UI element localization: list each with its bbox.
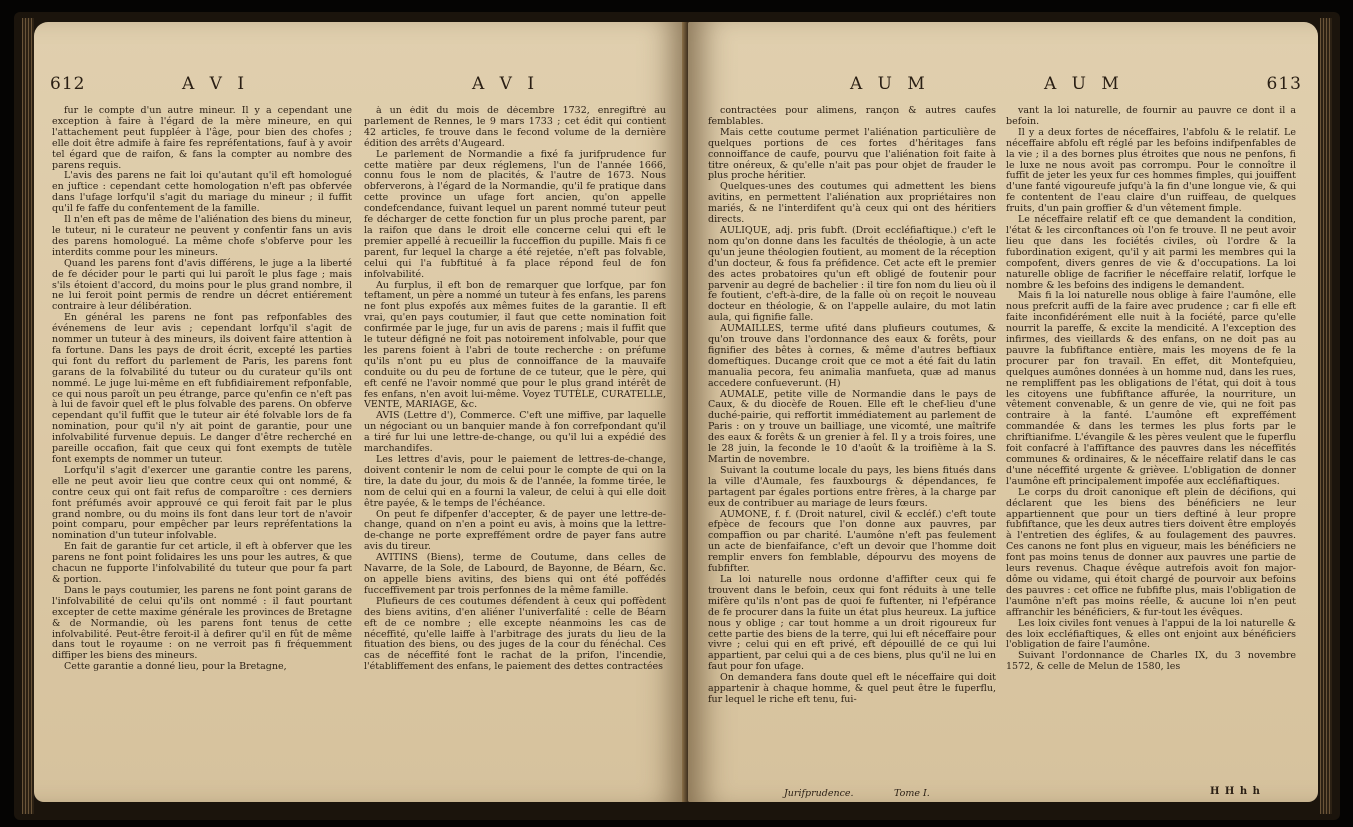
paragraph: Dans le pays coutumier, les parens ne font point garans de l'infolvabilité de celui qu'ils ont nommé : il faut pourtant excepter de cette maxime générale les provinces de Bretagne & de Normandie, où les parens font tenus de cette infolvabilité. Peut-être feroit-il à defirer qu'il en fût de même dans tout le royaume : on ne verroit pas fi fréquemment diffiper les biens des mineurs. bbox=[52, 584, 352, 662]
paragraph: On peut fe difpenfer d'accepter, & de payer une lettre-de-change, quand on n'en a point eu avis, à moins que la lettre-de-change ne porte expreffément ordre de payer fans autre avis du tireur. bbox=[364, 508, 666, 553]
paragraph: Le corps du droit canonique eft plein de décifions, qui déclarent que les biens des bénéficiers ne leur appartiennent que pour un tiers deftiné à leur propre fubfiftance, que les deux autres tiers doivent être employés à l'entretien des églifes, & au foulagement des pauvres. Ces canons ne font plus en vigueur, mais les bénéficiers ne font pas moins tenus de donner aux pauvres une partie de leurs revenus. Chaque évêque autrefois avoit fon major-dôme ou vidame, qui étoit chargé de pourvoir aux befoins des pauvres : cet office ne fubfifte plus, mais l'obligation de l'aumône n'eft pas moins réelle, & aucune loi n'en peut affranchir les bénéficiers, & fur-tout les évêques. bbox=[1006, 486, 1296, 618]
paragraph: En fait de garantie fur cet article, il eft à obferver que les parens ne font point folidaires les uns pour les autres, & que chacun ne fupporte l'infolvabilité du tuteur que pour fa part & portion. bbox=[52, 541, 352, 585]
right-page bbox=[688, 22, 1318, 802]
paragraph: Il n'en eft pas de même de l'aliénation des biens du mineur, le tuteur, ni le curateur ne peuvent y confentir fans un avis des parens homologué. La même chofe s'obferve pour les interdits comme pour les mineurs. bbox=[52, 214, 352, 258]
paragraph: à un édit du mois de décembre 1732, enregiftré au parlement de Rennes, le 9 mars 1733 ; cet édit qui contient 42 articles, fe trouve dans le fecond volume de la dernière édition des arrêts d'Augeard. bbox=[364, 106, 666, 149]
paragraph: On demandera fans doute quel eft le néceffaire qui doit appartenir à chaque homme, & quel peut être le fuperflu, fur lequel le riche eft tenu, fui- bbox=[708, 672, 996, 705]
paragraph: Lorfqu'il s'agit d'exercer une garantie contre les parens, elle ne peut avoir lieu que contre ceux qui ont nommé, & contre ceux qui ont fait refus de comparoître : ces derniers font préfumés avoir approuvé ce qui feroit fait par le plus grand nombre, ou du moins ils font dans leur tort de n'avoir point comparu, pour empêcher par leurs repréfentations la nomination d'un tuteur infolvable. bbox=[52, 464, 352, 542]
page-edges-left bbox=[22, 18, 34, 814]
left-running-head bbox=[34, 74, 686, 100]
left-column-1 bbox=[52, 106, 352, 786]
paragraph: Il y a deux fortes de néceffaires, l'abfolu & le relatif. Le néceffaire abfolu eft réglé par les befoins indifpenfables de la vie ; il a des bornes plus étroites que nous ne penfons, fi le luxe ne nous avoit pas corrompu. Pour le connoître il fuffit de jeter les yeux fur ces hommes fimples, qui jouiffent d'une fanté vigoureufe jufqu'à la fin d'une longue vie, & qui fe contentent de l'eau claire d'un ruiffeau, de quelques fruits, d'un pain groffier & d'un vêtement fimple. bbox=[1006, 126, 1296, 215]
left-page bbox=[34, 22, 686, 802]
right-header-word-2: A U M bbox=[1044, 74, 1124, 94]
paragraph: Cette garantie a donné lieu, pour la Bretagne, bbox=[64, 661, 287, 673]
paragraph: Quelques-unes des coutumes qui admettent les biens avitins, en permettent l'aliénation aux propriétaires non mariés, & ne l'interdifent qu'à ceux qui ont des héritiers directs. bbox=[708, 181, 996, 226]
left-column-2 bbox=[364, 106, 666, 786]
paragraph: AUMALE, petite ville de Normandie dans le pays de Caux, & du diocèfe de Rouen. Elle eft le chef-lieu d'une duché-pairie, qui reffortit immédiatement au parlement de Paris : on y trouve un bailliage, une vicomté, une maîtrife des eaux & forêts & un grenier à fel. Il y a trois foires, une le 28 juin, la feconde le 10 d'août & la troifième à la S. Martin de novembre. bbox=[708, 388, 996, 465]
paragraph: AVIS (Lettre d'), Commerce. C'eft une miffive, par laquelle un négociant ou un banquier mande à fon correfpondant qu'il a tiré fur lui une lettre-de-change, ou qu'il lui a expédié des marchandifes. bbox=[364, 410, 666, 455]
paragraph: En général les parens ne font pas refponfables des événemens de leur avis ; cependant lorfqu'il s'agit de nommer un tuteur à des mineurs, ils doivent faire attention à fa fortune. Dans les pays de droit écrit, excepté les parties qui font du reffort du parlement de Paris, les parens font garans de la folvabilité du tuteur ou du curateur qu'ils ont nommé. Le juge lui-même en eft fubfidiairement refponfable, ce qui nous paroît un peu étrange, parce qu'enfin ce n'eft pas à lui de favoir quel eft le plus folvable des parens. On obferve cependant qu'il fuffit que le tuteur air été folvable lors de fa nomination, pour qu'il n'y ait point de garantie, pour une infolvabilité furvenue depuis. Le danger d'être recherché en pareille occafion, fait que ceux qui font exempts de tutèle font exempts de nommer un tuteur. bbox=[52, 312, 352, 465]
paragraph: AVITINS (Biens), terme de Coutume, dans celles de Navarre, de la Sole, de Labourd, de Bayonne, de Béarn, &c. on appelle biens avitins, des biens qui ont été poffédés fucceffivement par trois perfonnes de la même famille. bbox=[364, 552, 666, 596]
paragraph: vant la loi naturelle, de fournir au pauvre ce dont il a befoin. bbox=[1006, 106, 1296, 127]
right-page-number: 613 bbox=[1266, 74, 1302, 94]
signature-mark: H H h h bbox=[1210, 786, 1261, 797]
paragraph: Les loix civiles font venues à l'appui de la loi naturelle & des loix eccléfiaftiques, & elles ont enjoint aux bénéficiers l'obligation de faire l'aumône. bbox=[1006, 617, 1296, 651]
footer-jurisprudence: Jurifprudence. bbox=[784, 788, 854, 799]
paragraph: Mais cette coutume permet l'aliénation particulière de quelques portions de ces fortes d'héritages fans connoiffance de caufe, pourvu que l'aliénation foit faite à titre onéreux, & qu'elle n'ait pas pour objet de frauder le plus proche héritier. bbox=[708, 126, 996, 182]
left-header-word-2: A V I bbox=[472, 74, 540, 94]
right-running-head bbox=[688, 74, 1318, 100]
left-page-number: 612 bbox=[50, 74, 86, 94]
paragraph: AUMONE, f. f. (Droit naturel, civil & eccléf.) c'eft toute efpèce de fecours que l'on donne aux pauvres, par compaffion ou par charité. L'aumône n'eft pas feulement un acte de bienfaifance, c'eft un devoir que l'homme doit remplir envers fon femblable, dépourvu des moyens de fubfifter. bbox=[708, 508, 996, 575]
paragraph: Suivant l'ordonnance de Charles IX, du 3 novembre 1572, & celle de Melun de 1580, les bbox=[1006, 650, 1296, 673]
right-column-1 bbox=[708, 106, 996, 786]
left-header-word-1: A V I bbox=[182, 74, 250, 94]
paragraph: Les lettres d'avis, pour le paiement de lettres-de-change, doivent contenir le nom de celui pour le compte de qui on la tire, la date du jour, du mois & de l'année, la fomme tirée, le nom de celui qui en a fourni la valeur, de celui à qui elle doit être payée, & le temps de l'échéance. bbox=[364, 454, 666, 509]
paragraph: Plufieurs de ces coutumes défendent à ceux qui poffèdent des biens avitins, d'en aliéner l'univerfalité : celle de Béarn eft de ce nombre ; elle excepte néanmoins les cas de néceffité, qu'elle laiffe à l'arbitrage des jurats du lieu de la fituation des biens, ou des juges de la cour du fénéchal. Ces cas de néceffité font le rachat de la prifon, l'incendie, l'établiffement des enfans, le paiement des dettes contractées bbox=[364, 595, 666, 673]
paragraph: La loi naturelle nous ordonne d'affifter ceux qui fe trouvent dans le befoin, ceux qui font réduits à une telle mifère qu'ils n'ont pas de quoi fe fuftenter, ni l'efpérance de fe procurer dans la fuite un état plus heureux. La juftice nous y oblige ; car tout homme a un droit rigoureux fur cette partie des biens de la terre, qui lui eft néceffaire pour vivre ; celui qui en eft privé, eft dépouillé de ce qui lui appartient, par celui qui a de ces biens, plus qu'il ne lui en faut pour fon ufage. bbox=[708, 573, 996, 673]
right-column-2 bbox=[1006, 106, 1296, 786]
paragraph: Quand les parens font d'avis différens, le juge a la liberté de fe décider pour le parti qui lui paroît le plus fage ; mais s'ils étoient d'accord, du moins pour le plus grand nombre, il ne lui feroit point permis de rendre un décret entiérement contraire à leur délibération. bbox=[52, 257, 352, 313]
paragraph: Suivant la coutume locale du pays, les biens fitués dans la ville d'Aumale, fes fauxbourgs & dépendances, fe partagent par égales portions entre frères, à la charge par eux de contribuer au mariage de leurs fœurs. bbox=[708, 464, 996, 509]
paragraph: contractées pour alimens, rançon & autres caufes femblables. bbox=[708, 106, 996, 127]
paragraph: L'avis des parens ne fait loi qu'autant qu'il eft homologué en juftice : cependant cette homologation n'eft pas obfervée dans l'ufage lorfqu'il s'agit du mariage du mineur ; il fuffit qu'il fe faffe du confentement de la famille. bbox=[52, 170, 352, 215]
right-header-word-1: A U M bbox=[850, 74, 930, 94]
paragraph: Au furplus, il eft bon de remarquer que lorfque, par fon teftament, un père a nommé un tuteur à fes enfans, les parens ne font plus expofés aux mêmes fuites de la garantie. Il eft vrai, qu'en pays coutumier, il faut que cette nomination foit confirmée par le juge, fur un avis de parens ; mais il fuffit que le tuteur défigné ne foit pas notoirement infolvable, pour que les parens foient à l'abri de toute recherche : on préfume qu'ils n'ont pu eu plus de connoiffance de la mauvaife conduite ou du peu de fortune de ce tuteur, que le père, qui eft cenfé ne l'avoir nommé que pour le plus grand intérêt de fes enfans, n'en avoit lui-même. Voyez TUTÈLE, CURATELLE, VENTE, MARIAGE, &c. bbox=[364, 279, 666, 411]
paragraph: Le parlement de Normandie a fixé fa jurifprudence fur cette matière par deux réglemens, l'un de l'année 1666, connu fous le nom de placités, & l'autre de 1673. Nous obferverons, à l'égard de la Normandie, qu'il fe pratique dans cette province un ufage fort ancien, qu'on appelle condefcendance, fuivant lequel un parent nommé tuteur peut fe décharger de cette fonction fur un plus proche parent, par la raifon que dans le droit elle concerne celui qui eft le premier appellé à recueillir la fucceffion du pupille. Mais fi ce parent, fur lequel la charge a été rejetée, n'eft pas folvable, celui qui l'a fubftitué à fa place répond feul de fon infolvabilité. bbox=[364, 148, 666, 280]
paragraph: Le néceffaire relatif eft ce que demandent la condition, l'état & les circonftances où l'on fe trouve. Il ne peut avoir lieu que dans les fociétés civiles, où l'ordre & la fubordination exigent, qu'il y ait parmi les membres qui la compofent, divers genres de vie & d'occupations. La loi naturelle oblige de facrifier le néceffaire relatif, lorfque le nombre & les befoins des indigens le demandent. bbox=[1006, 214, 1296, 291]
paragraph: Mais fi la loi naturelle nous oblige à faire l'aumône, elle nous prefcrit auffi de la faire avec prudence ; car fi elle eft faite inconfidérément elle nuit à la fociété, parce qu'elle nourrit la pareffe, & excite la mendicité. A l'exception des infirmes, des vieillards & des enfans, on ne doit pas au pauvre la fubfiftance entière, mais les moyens de fe la procurer par fon travail. En effet, dit Montefquieu, quelques aumônes données à un homme nud, dans les rues, ne rempliffent pas les obligations de l'état, qui doit à tous les citoyens une fubfiftance affurée, la nourriture, un vêtement convenable, & un genre de vie, qui ne foit pas contraire à la fanté. L'aumône eft expreffément commandée & dans les termes les plus forts par le chriftianifme. L'évangile & les pères veulent que le fuperflu foit confacré à l'affiftance des pauvres dans les néceffités communes & ordinaires, & le néceffaire relatif dans le cas d'une néceffité urgente & grièvee. L'obligation de donner l'aumône eft principalement impofée aux eccléfiaftiques. bbox=[1006, 290, 1296, 487]
paragraph: AUMAILLES, terme ufité dans plufieurs coutumes, & qu'on trouve dans l'ordonnance des eaux & forêts, pour fignifier des bêtes à cornes, & même d'autres beftiaux domeftiques. Ducange croit que ce mot a été fait du latin manualia pecora, feu animalia manfueta, quæ ad manus accedere confueverunt. (H) bbox=[708, 323, 996, 389]
paragraph: fur le compte d'un autre mineur. Il y a cependant une exception à faire à l'égard de la mère mineure, en qui l'attachement peut fuppléer à l'âge, pour bien des chofes ; elle doit être admife à faire fes repréfentations, fauf à y avoir tel égard que de raifon, & fans la compter au nombre des parens requis. bbox=[52, 106, 352, 171]
page-edges-right bbox=[1320, 18, 1332, 814]
paragraph: AULIQUE, adj. pris fubft. (Droit eccléfiaftique.) c'eft le nom qu'on donne dans les facultés de théologie, à un acte qu'un jeune théologien foutient, au moment de la réception d'un docteur, & fous fa préfidence. Cet acte eft le premier des actes probatoires qu'un eft obligé de foutenir pour parvenir au degré de bachelier : il tire fon nom du lieu où il fe foutient, c'eft-à-dire, de la falle où on reçoit le nouveau docteur en théologie, & on l'appelle aulaire, du mot latin aula, qui fignifie falle. bbox=[708, 224, 996, 324]
footer-tome: Tome I. bbox=[894, 788, 930, 799]
